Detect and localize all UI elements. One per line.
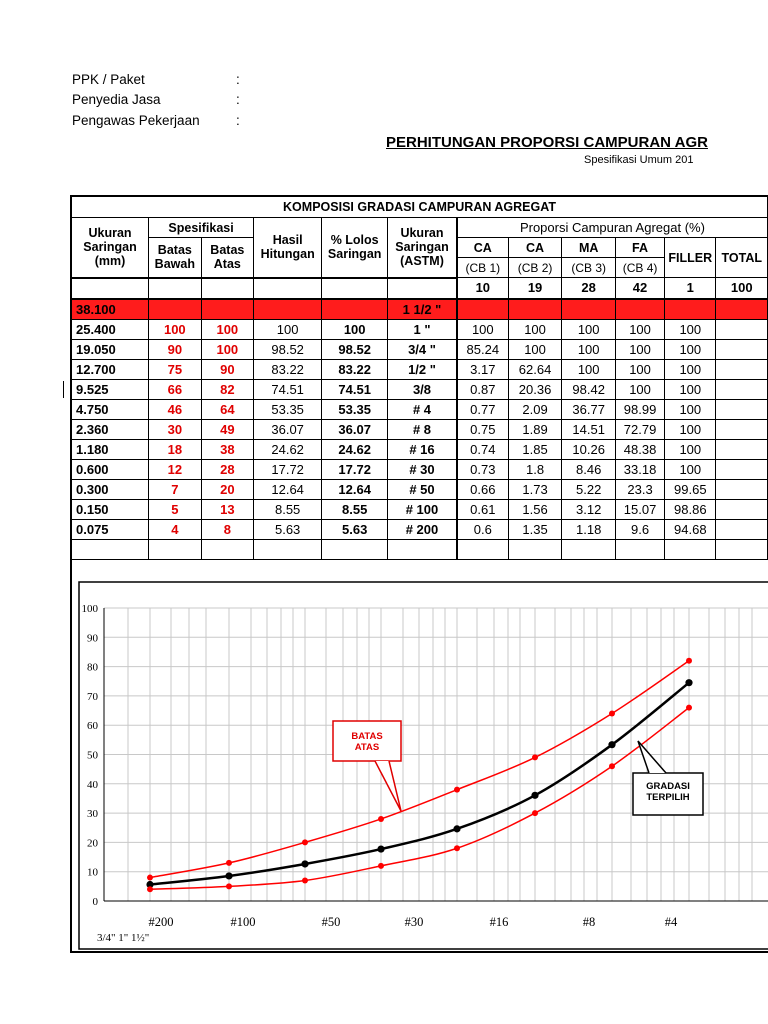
agg-pct: 42 [615,278,664,299]
col-ukuran-astm: Ukuran Saringan (ASTM) [388,218,457,278]
series-point [301,860,308,867]
col-ukuran-mm: Ukuran Saringan (mm) [72,218,149,278]
cell-bawah: 90 [149,339,202,359]
cell-hasil: 100 [254,319,322,339]
y-tick-label: 40 [87,778,98,791]
cell-ca1: 0.77 [457,399,508,419]
cell-total [716,459,768,479]
cell-fa: 33.18 [615,459,664,479]
cell-total [716,479,768,499]
series-point [377,845,384,852]
cell-astm: # 4 [388,399,457,419]
cell-filler: 99.65 [665,479,716,499]
cell-mm: 38.100 [72,299,149,320]
cell-ca2: 1.85 [508,439,562,459]
cell-hasil: 36.07 [254,419,322,439]
table-row [72,419,768,439]
cell-fa: 23.3 [615,479,664,499]
table-row [72,519,768,539]
agg-pct: 19 [508,278,562,299]
col-total: TOTAL [716,238,768,278]
agg-sub: (CB 4) [615,258,664,278]
series-point [532,810,538,816]
table-row [72,339,768,359]
cell-ma: 1.18 [562,519,616,539]
cell-fa: 100 [615,319,664,339]
cell-ma: 36.77 [562,399,616,419]
cell-ca1: 0.66 [457,479,508,499]
cell-ca2: 1.8 [508,459,562,479]
sheet-border [70,195,768,197]
cell-hasil: 8.55 [254,499,322,519]
cell-ca1: 85.24 [457,339,508,359]
cell-atas: 38 [201,439,254,459]
cell-atas: 28 [201,459,254,479]
cell-lolos: 74.51 [322,379,388,399]
series-point [454,787,460,793]
cell-lolos: 53.35 [322,399,388,419]
agg-name: CA [508,238,562,258]
series-point [302,839,308,845]
series-point [609,710,615,716]
series-point [147,875,153,881]
cell-ca2: 100 [508,319,562,339]
cell-atas: 8 [201,519,254,539]
cell-ca1: 3.17 [457,359,508,379]
cell-hasil: 98.52 [254,339,322,359]
agg-name: FA [615,238,664,258]
cell-astm: 1/2 " [388,359,457,379]
y-tick-label: 50 [87,749,98,762]
cell-mm: 0.600 [72,459,149,479]
cell-hasil: 17.72 [254,459,322,479]
series-point [378,816,384,822]
table-row [72,459,768,479]
cell-astm: # 8 [388,419,457,439]
cell-fa: 98.99 [615,399,664,419]
cell-mm: 0.150 [72,499,149,519]
series-point [685,679,692,686]
cell-mm: 9.525 [72,379,149,399]
table-row [72,359,768,379]
cell-lolos: 24.62 [322,439,388,459]
y-tick-label: 80 [87,661,98,674]
gradation-table [71,196,768,560]
annotation-text: BATAS [351,731,383,742]
cell-bawah: 18 [149,439,202,459]
cell-ma: 3.12 [562,499,616,519]
cell-ma: 8.46 [562,459,616,479]
series-point [686,705,692,711]
cell-astm: # 16 [388,439,457,459]
cell-ca2: 2.09 [508,399,562,419]
series-point [302,877,308,883]
cell-atas: 64 [201,399,254,419]
header-label-ppk: PPK / Paket [72,72,145,87]
cell-ma: 98.42 [562,379,616,399]
cell-fa: 72.79 [615,419,664,439]
cell-total [716,319,768,339]
header-label-penyedia: Penyedia Jasa [72,92,161,107]
cell-ca1: 0.87 [457,379,508,399]
cell-ma: 100 [562,359,616,379]
cell-bawah: 12 [149,459,202,479]
cell-ca2: 62.64 [508,359,562,379]
cell-mm: 12.700 [72,359,149,379]
cell-ca1: 0.61 [457,499,508,519]
cell-astm: # 100 [388,499,457,519]
cell-mm: 1.180 [72,439,149,459]
x-tick-label-bottom: 3/4" 1" 1½" [97,932,150,944]
x-tick-label: #50 [321,915,341,929]
series-point [453,825,460,832]
x-tick-label: #100 [230,915,256,929]
agg-pct: 10 [457,278,508,299]
series-point [226,860,232,866]
sheet-border [70,951,768,953]
x-tick-label: #8 [582,915,596,929]
annotation-text: GRADASI [646,781,690,792]
filler-pct: 1 [665,278,716,299]
y-tick-label: 90 [87,632,98,645]
series-point [609,763,615,769]
cell-ma: 10.26 [562,439,616,459]
gradation-chart-svg [71,563,768,950]
cell-lolos: 17.72 [322,459,388,479]
cell-filler: 100 [665,399,716,419]
cell-ca2: 100 [508,339,562,359]
cell-filler: 100 [665,319,716,339]
header-colon: : [236,72,240,87]
gradation-chart [71,563,768,950]
cell-astm: # 200 [388,519,457,539]
cell-atas: 90 [201,359,254,379]
cell-ca2: 1.56 [508,499,562,519]
cell-ma: 14.51 [562,419,616,439]
cell-atas: 13 [201,499,254,519]
y-tick-label: 20 [87,837,98,850]
series-point [686,658,692,664]
cell-filler: 100 [665,379,716,399]
y-tick-label: 30 [87,808,98,821]
cell-filler: 98.86 [665,499,716,519]
cell-mm: 0.075 [72,519,149,539]
cell-bawah: 100 [149,319,202,339]
cell-ma: 100 [562,319,616,339]
series-point [225,872,232,879]
cell-bawah: 4 [149,519,202,539]
cell-mm: 4.750 [72,399,149,419]
cell-hasil: 53.35 [254,399,322,419]
cell-bawah: 75 [149,359,202,379]
annotation-text: ATAS [354,742,380,753]
cell-bawah: 30 [149,419,202,439]
total-pct: 100 [716,278,768,299]
series-point [454,845,460,851]
cell-ca1: 0.6 [457,519,508,539]
cell-astm: 1 1/2 " [388,299,457,320]
series-point [378,863,384,869]
table-main-title: KOMPOSISI GRADASI CAMPURAN AGREGAT [72,197,768,218]
table-row [72,379,768,399]
series-point [608,741,615,748]
cell-mm: 25.400 [72,319,149,339]
cell-fa: 48.38 [615,439,664,459]
cell-ma: 5.22 [562,479,616,499]
cell-ca1: 0.74 [457,439,508,459]
table-row [72,399,768,419]
agg-sub: (CB 2) [508,258,562,278]
cell-bawah: 46 [149,399,202,419]
col-spesifikasi: Spesifikasi [149,218,254,238]
series-point [147,886,153,892]
cell-astm: 3/8 [388,379,457,399]
col-batas-atas: Batas Atas [201,238,254,278]
cell-fa: 15.07 [615,499,664,519]
cell-total [716,419,768,439]
table-row [72,319,768,339]
cell-hasil: 83.22 [254,359,322,379]
series-point [532,754,538,760]
y-tick-label: 70 [87,690,98,703]
cell-lolos: 12.64 [322,479,388,499]
series-point [226,883,232,889]
cell-mm: 19.050 [72,339,149,359]
cell-ca1: 100 [457,319,508,339]
cell-atas: 49 [201,419,254,439]
header-colon: : [236,113,240,128]
cell-astm: 1 " [388,319,457,339]
cell-bawah: 66 [149,379,202,399]
cell-lolos: 100 [322,319,388,339]
y-tick-label: 0 [92,896,98,908]
cell-ca2: 1.73 [508,479,562,499]
col-hasil: Hasil Hitungan [254,218,322,278]
cell-hasil: 5.63 [254,519,322,539]
cell-lolos: 98.52 [322,339,388,359]
cell-filler: 94.68 [665,519,716,539]
cell-ca2: 1.35 [508,519,562,539]
cell-atas: 20 [201,479,254,499]
y-tick-label: 10 [87,866,98,879]
cell-filler: 100 [665,439,716,459]
cell-hasil: 24.62 [254,439,322,459]
table-row [72,479,768,499]
cell-atas: 82 [201,379,254,399]
agg-name: MA [562,238,616,258]
cell-hasil: 12.64 [254,479,322,499]
col-batas-bawah: Batas Bawah [149,238,202,278]
col-proporsi: Proporsi Campuran Agregat (%) [457,218,768,238]
text-cursor [63,381,64,398]
agg-sub: (CB 1) [457,258,508,278]
cell-filler: 100 [665,459,716,479]
col-lolos: % Lolos Saringan [322,218,388,278]
cell-ca2: 1.89 [508,419,562,439]
agg-pct: 28 [562,278,616,299]
cell-fa: 100 [615,359,664,379]
annotation-text: TERPILIH [646,792,690,803]
cell-astm: # 50 [388,479,457,499]
y-tick-label: 100 [81,603,98,615]
x-tick-label: #4 [664,915,678,929]
cell-ca2: 20.36 [508,379,562,399]
agg-name: CA [457,238,508,258]
page-subtitle: Spesifikasi Umum 201 [584,154,694,166]
cell-atas: 100 [201,319,254,339]
table-row-highlight [72,299,768,320]
cell-filler: 100 [665,419,716,439]
table-row [72,439,768,459]
cell-ma: 100 [562,339,616,359]
cell-total [716,399,768,419]
x-tick-label: #200 [148,915,174,929]
cell-bawah: 7 [149,479,202,499]
cell-mm: 0.300 [72,479,149,499]
cell-total [716,339,768,359]
cell-filler: 100 [665,339,716,359]
cell-total [716,499,768,519]
cell-mm: 2.360 [72,419,149,439]
agg-sub: (CB 3) [562,258,616,278]
cell-total [716,439,768,459]
cell-total [716,359,768,379]
cell-atas: 100 [201,339,254,359]
cell-astm: # 30 [388,459,457,479]
cell-lolos: 5.63 [322,519,388,539]
series-point [531,792,538,799]
x-tick-label: #16 [489,915,509,929]
cell-astm: 3/4 " [388,339,457,359]
cell-fa: 100 [615,339,664,359]
header-colon: : [236,92,240,107]
page-title: PERHITUNGAN PROPORSI CAMPURAN AGR [386,134,708,151]
cell-lolos: 8.55 [322,499,388,519]
cell-fa: 100 [615,379,664,399]
header-label-pengawas: Pengawas Pekerjaan [72,113,200,128]
cell-lolos: 36.07 [322,419,388,439]
cell-ca1: 0.73 [457,459,508,479]
cell-bawah: 5 [149,499,202,519]
cell-total [716,519,768,539]
table-row [72,499,768,519]
cell-filler: 100 [665,359,716,379]
cell-hasil: 74.51 [254,379,322,399]
col-filler: FILLER [665,238,716,278]
x-tick-label: #30 [404,915,424,929]
cell-lolos: 83.22 [322,359,388,379]
y-tick-label: 60 [87,720,98,733]
cell-total [716,379,768,399]
cell-fa: 9.6 [615,519,664,539]
cell-ca1: 0.75 [457,419,508,439]
